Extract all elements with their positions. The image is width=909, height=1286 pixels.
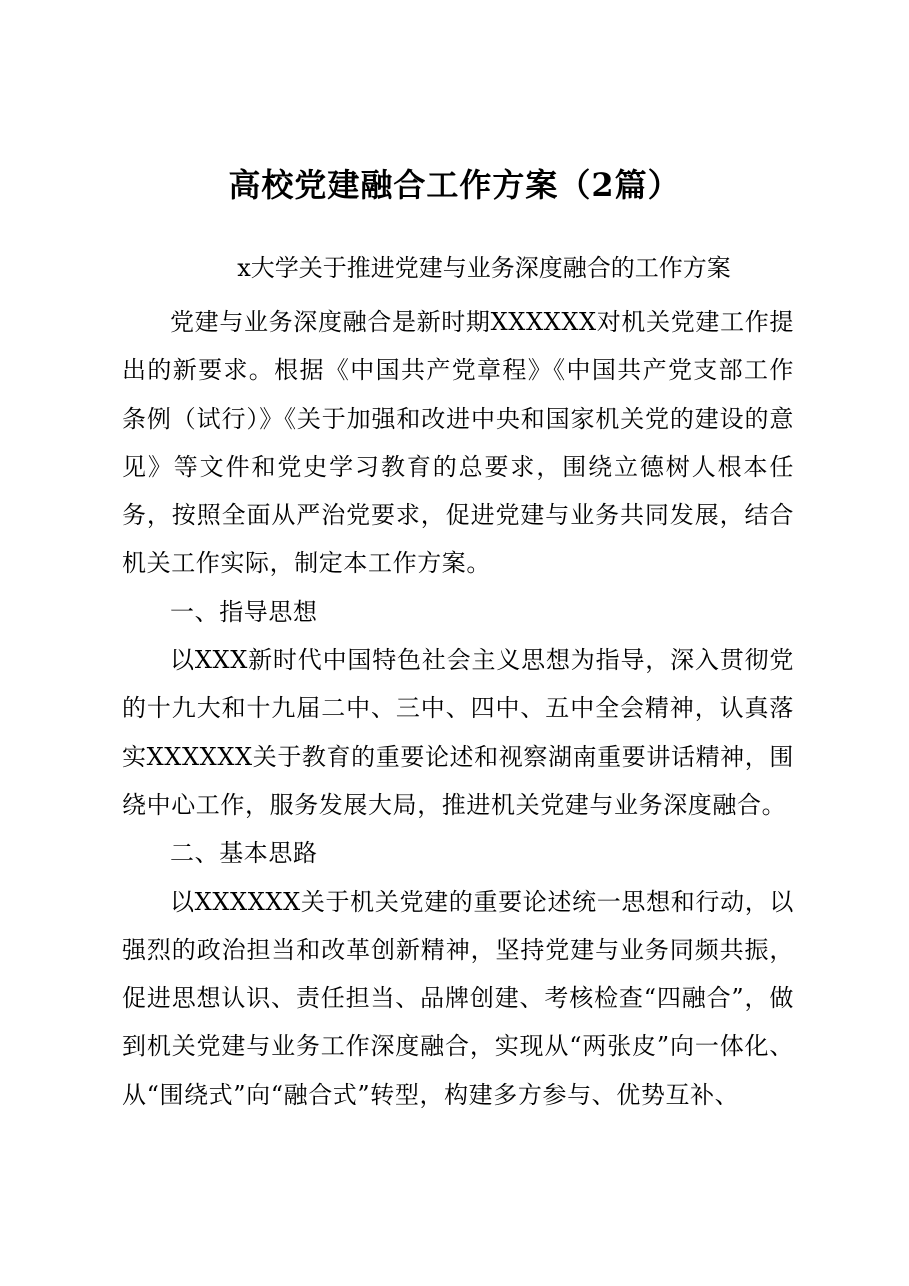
- document-title: 高校党建融合工作方案（2篇）: [228, 166, 681, 204]
- section-heading-guiding-thought: 一、指导思想: [170, 597, 318, 626]
- paragraph-intro: 党建与业务深度融合是新时期XXXXXX对机关党建工作提出的新要求。根据《中国共产党章程》《中国共产党支部工作条例（试行）》《关于加强和改进中央和国家机关党的建设的意见》等文件和党史学习教育的总要求，围绕立德树人根本任务，按照全面从严治党要求，促进党建与业务共同发展，结合机关工作实际，制定本工作方案。: [122, 308, 794, 578]
- section-heading-basic-approach: 二、基本思路: [170, 839, 318, 868]
- document-body: [122, 298, 794, 1119]
- document-subtitle: x大学关于推进党建与业务深度融合的工作方案: [237, 254, 731, 282]
- paragraph-guiding-thought: 以XXX新时代中国特色社会主义思想为指导，深入贯彻党的十九大和十九届二中、三中、四中、五中全会精神，认真落实XXXXXX关于教育的重要论述和视察湖南重要讲话精神，围绕中心工作，服务发展大局，推进机关党建与业务深度融合。: [122, 646, 794, 819]
- paragraph-basic-approach: 以XXXXXX关于机关党建的重要论述统一思想和行动，以强烈的政治担当和改革创新精神，坚持党建与业务同频共振，促进思想认识、责任担当、品牌创建、考核检查“四融合”，做到机关党建与业务工作深度融合，实现从“两张皮”向一体化、从“围绕式”向“融合式”转型，构建多方参与、优势互补、: [122, 887, 794, 1109]
